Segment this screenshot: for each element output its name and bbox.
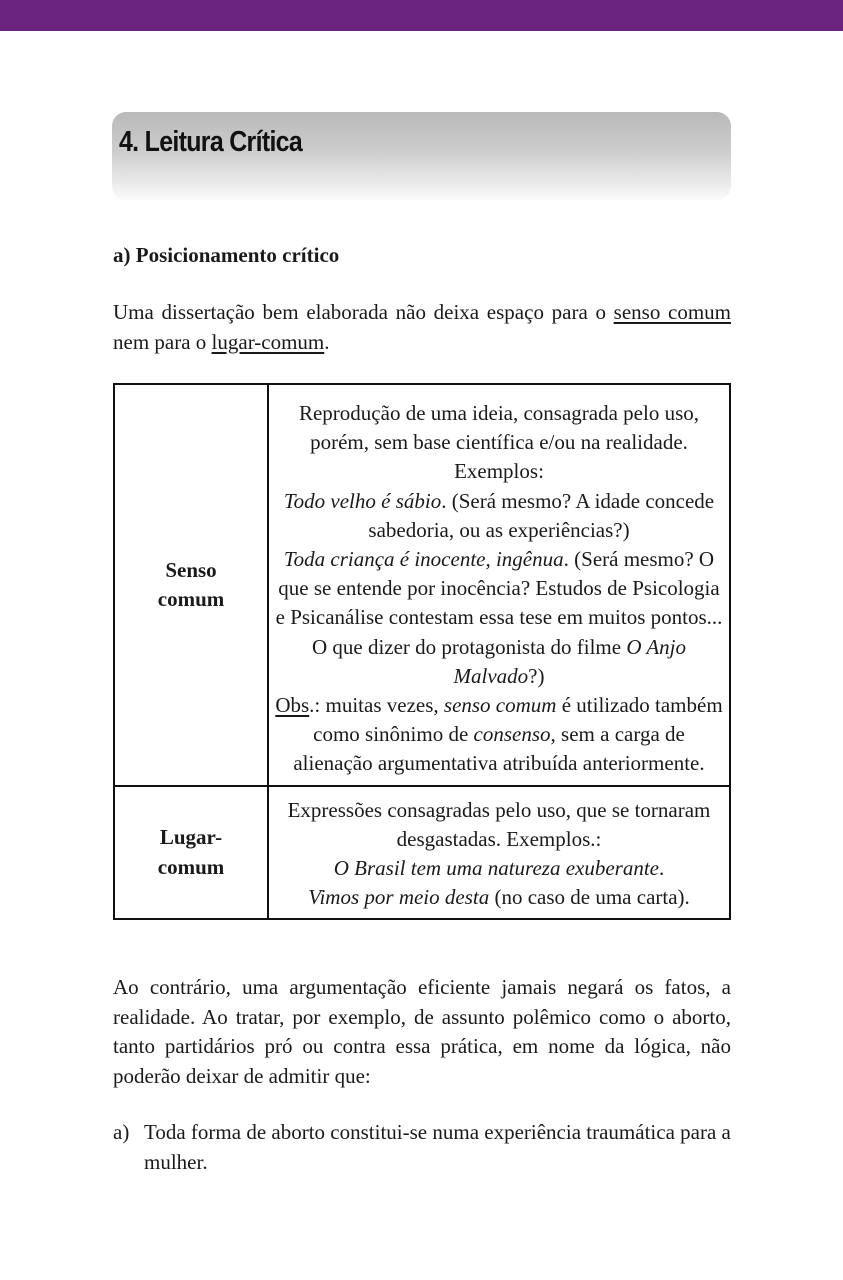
example-2-comment: . (Será mesmo? O que se entende por inocência? Estudos de Psicologia e Psicanálise contestam essa tese em muitos pontos... O que dizer do protagonista do filme xyxy=(275,547,723,659)
obs-term-2: consenso xyxy=(473,722,551,747)
example-2-phrase: Toda criança é inocente, ingênua xyxy=(283,547,564,572)
film-title: O Anjo Malvado xyxy=(453,634,687,688)
term-lugar-comum: lugar-comum xyxy=(211,329,325,354)
definition-cell xyxy=(268,786,730,920)
body-paragraph: Ao contrário, uma argumentação eficiente jamais negará os fatos, a realidade. Ao tratar, por exemplo, de assunto polêmico como o aborto, tanto partidários pró ou contra essa prática, em nome da lógica, não poderão deixar de admitir que: xyxy=(113,975,731,1088)
example-1-end: . xyxy=(659,856,665,881)
term-senso-comum: senso comum xyxy=(613,300,732,324)
examples-label: Exemplos: xyxy=(454,459,544,484)
term-label-line2: comum xyxy=(157,854,225,879)
list-marker: a) xyxy=(113,1120,130,1144)
example-1-phrase: Todo velho é sábio xyxy=(283,488,442,513)
list-item-text: Toda forma de aborto constitui-se numa experiência traumática para a mulher. xyxy=(144,1120,731,1174)
section-header xyxy=(112,112,731,200)
intro-text-before: Uma dissertação bem elaborada não deixa espaço para o xyxy=(113,300,614,324)
example-2-comment: (no caso de uma carta). xyxy=(489,885,690,910)
obs-label: Obs xyxy=(275,693,310,718)
example-1-comment: . (Será mesmo? A idade concede sabedoria, ou as experiências?) xyxy=(368,488,715,542)
definition-intro: Reprodução de uma ideia, consagrada pelo uso, porém, sem base científica e/ou na realidade. xyxy=(298,401,700,455)
term-label-line1: Lugar- xyxy=(159,825,223,850)
example-1-phrase: O Brasil tem uma natureza exuberante xyxy=(333,856,659,881)
definition-cell xyxy=(268,384,730,786)
section-title: 4. Leitura Crítica xyxy=(119,126,303,158)
top-accent-bar xyxy=(0,0,843,31)
term-cell xyxy=(114,786,268,920)
definitions-table xyxy=(113,383,731,920)
table-row-lugar-comum xyxy=(114,786,730,920)
definition-intro: Expressões consagradas pelo uso, que se tornaram desgastadas. Exemplos.: xyxy=(287,797,711,851)
obs-text-3: , sem a carga de alienação argumentativa atribuída anteriormente. xyxy=(293,722,705,776)
example-2-end: ?) xyxy=(528,663,545,688)
term-cell xyxy=(114,384,268,786)
subsection-heading: a) Posicionamento crítico xyxy=(113,243,340,267)
intro-text-end: . xyxy=(324,329,330,354)
intro-paragraph xyxy=(113,298,731,357)
obs-text-2: é utilizado também como sinônimo de xyxy=(313,693,723,747)
term-label-line2: comum xyxy=(157,586,225,611)
table-row-senso-comum xyxy=(114,384,730,786)
obs-text-1: .: muitas vezes, xyxy=(309,693,444,718)
intro-text-middle: nem para o xyxy=(113,329,212,354)
obs-term-1: senso comum xyxy=(443,693,557,718)
example-2-phrase: Vimos por meio desta xyxy=(308,885,490,910)
term-label-line1: Senso xyxy=(165,557,217,582)
